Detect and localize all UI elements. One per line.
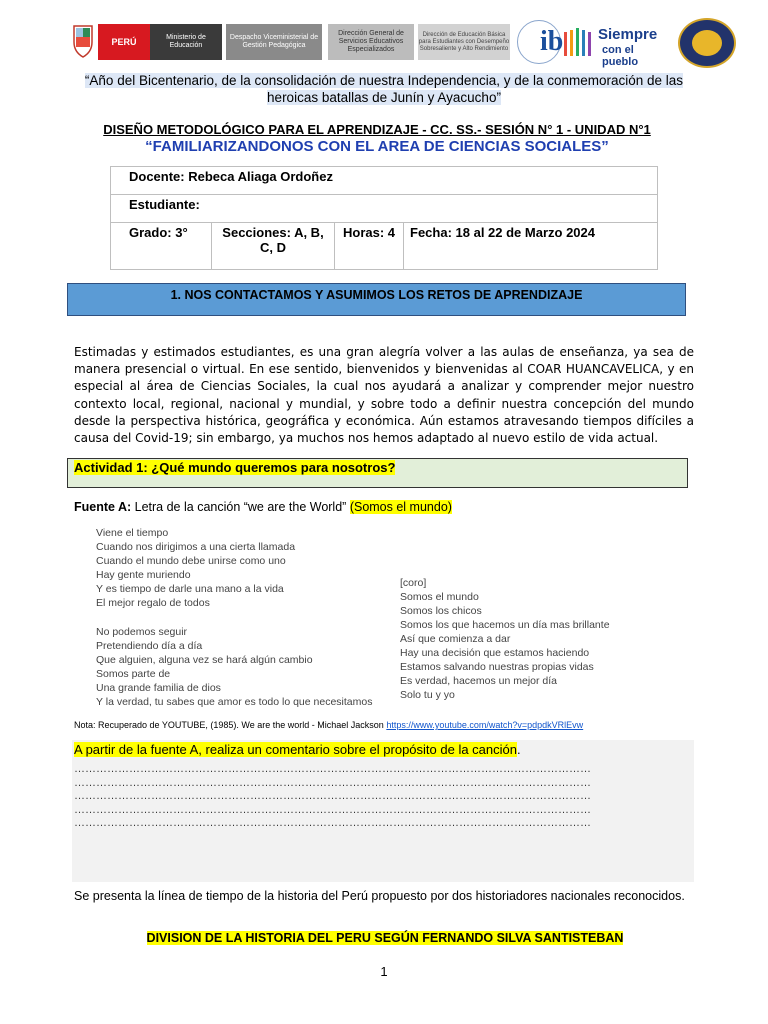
- intro-paragraph: Estimadas y estimados estudiantes, es una gran alegría volver a las aulas de enseñanza, ya sea de manera presencial o virtual. En ese sentido, bienvenidos y bienvenidas al COAR HUANCAVELICA, y en especial al área de Ciencias Sociales, la cual nos ayudará a analizar y comprender mejor nuestro contexto local, regional, nacional y mundial, y sobre todo a definir nuestra concepción del mundo desde la perspectiva histórica, geográfica y económica. Aún estamos atravesando tiempos difíciles a causa del Covid-19; sin embargo, ya muchos nos hemos adaptado al nuevo estilo de vida actual.: [74, 345, 694, 446]
- siempre-text: Siempre: [598, 26, 658, 43]
- lyrics-stanza-1: [96, 526, 396, 610]
- lyric-line: [coro]: [400, 577, 427, 589]
- lyric-line: Y la verdad, tu sabes que amor es todo lo que necesitamos: [96, 696, 373, 708]
- siempre-con-el-pueblo-logo: [562, 24, 672, 68]
- lyric-line: Somos parte de: [96, 668, 171, 680]
- division-title: DIVISION DE LA HISTORIA DEL PERU SEGÚN FERNANDO SILVA SANTISTEBAN: [146, 931, 624, 945]
- lyric-line: No podemos seguir: [96, 626, 188, 638]
- answer-line: ……………………………………………………………………………………………………………………………: [74, 763, 591, 775]
- activity-heading: Actividad 1: ¿Qué mundo queremos para nosotros?: [67, 458, 688, 488]
- answer-line: ……………………………………………………………………………………………………………………………: [74, 817, 591, 829]
- peru-shield-icon: [70, 20, 96, 60]
- section-heading: 1. NOS CONTACTAMOS Y ASUMIMOS LOS RETOS DE APRENDIZAJE: [67, 283, 686, 316]
- grado-cell: Grado: 3°: [111, 223, 212, 270]
- lyric-line: Somos el mundo: [400, 591, 479, 603]
- lyric-line: Que alguien, alguna vez se hará algún cambio: [96, 654, 313, 666]
- lyric-line: Una grande familia de dios: [96, 682, 221, 694]
- lyrics-stanza-2: [96, 625, 396, 709]
- lyric-line: Y es tiempo de darle una mano a la vida: [96, 583, 284, 595]
- lyric-line: Viene el tiempo: [96, 527, 169, 539]
- ib-logo-text: ib: [540, 26, 564, 57]
- fuente-text: Letra de la canción “we are the World”: [131, 500, 350, 514]
- lyric-line: Así que comienza a dar: [400, 633, 511, 645]
- lyric-line: Cuando el mundo debe unirse como uno: [96, 555, 286, 567]
- info-table: [110, 166, 658, 270]
- session-title: DISEÑO METODOLÓGICO PARA EL APRENDIZAJE - CC. SS.- SESIÓN N° 1 - UNIDAD N°1: [103, 122, 651, 137]
- logo-ministerio: Ministerio de Educación: [150, 24, 222, 60]
- coar-seal-icon: [678, 18, 736, 68]
- session-subtitle: “FAMILIARIZANDONOS CON EL AREA DE CIENCIAS SOCIALES”: [145, 138, 609, 155]
- answer-lines: [74, 763, 696, 831]
- lyric-line: Pretendiendo día a día: [96, 640, 203, 652]
- docente-cell: Docente: Rebeca Aliaga Ordoñez: [111, 167, 658, 195]
- horas-cell: Horas: 4: [335, 223, 404, 270]
- answer-line: ……………………………………………………………………………………………………………………………: [74, 803, 591, 816]
- estudiante-cell: Estudiante:: [111, 195, 658, 223]
- siempre-bars-icon: [562, 24, 596, 60]
- logo-peru: PERÚ: [98, 24, 150, 60]
- lyrics-coro: [400, 576, 700, 702]
- lyric-line: Cuando nos dirigimos a una cierta llamada: [96, 541, 296, 553]
- motto: “Año del Bicentenario, de la consolidación de nuestra Independencia, y de la conmemoración de las heroicas batallas de Junín y Ayacucho”: [84, 73, 684, 105]
- lyric-line: Hay gente muriendo: [96, 569, 191, 581]
- fuente-label: Fuente A:: [74, 500, 132, 514]
- con-el-pueblo-text: con el pueblo: [602, 44, 639, 68]
- header-logos: [70, 18, 740, 70]
- lyric-line: Estamos salvando nuestras propias vidas: [400, 661, 594, 673]
- lyric-line: Somos los que hacemos un día mas brillante: [400, 619, 610, 631]
- fuente-line: [74, 500, 452, 514]
- source-note: [74, 720, 583, 730]
- page-number: 1: [380, 964, 388, 979]
- timeline-intro: Se presenta la línea de tiempo de la historia del Perú propuesto por dos historiadores nacionales reconocidos.: [74, 889, 685, 903]
- logo-direccion-general: Dirección General de Servicios Educativos Especializados: [328, 24, 414, 60]
- secciones-cell: Secciones: A, B, C, D: [212, 223, 335, 270]
- answer-line: ……………………………………………………………………………………………………………………………: [74, 776, 591, 789]
- answer-line: ……………………………………………………………………………………………………………………………: [74, 790, 591, 802]
- lyric-line: El mejor regalo de todos: [96, 597, 210, 609]
- lyric-line: Solo tu y yo: [400, 689, 455, 701]
- lyric-line: Es verdad, hacemos un mejor día: [400, 675, 557, 687]
- logo-despacho: Despacho Viceministerial de Gestión Pedagógica: [226, 24, 322, 60]
- fuente-highlight: (Somos el mundo): [349, 500, 452, 514]
- source-link[interactable]: https://www.youtube.com/watch?v=pdpdkVRlEvw: [386, 720, 584, 730]
- source-note-text: Nota: Recuperado de YOUTUBE, (1985). We are the world - Michael Jackson: [74, 720, 387, 730]
- logo-direccion-educacion: Dirección de Educación Básica para Estudiantes con Desempeño Sobresaliente y Alto Rendimiento: [418, 24, 510, 60]
- lyric-line: Somos los chicos: [400, 605, 482, 617]
- lyric-line: Hay una decisión que estamos haciendo: [400, 647, 590, 659]
- question: A partir de la fuente A, realiza un comentario sobre el propósito de la canción.: [74, 742, 521, 757]
- fecha-cell: Fecha: 18 al 22 de Marzo 2024: [404, 223, 658, 270]
